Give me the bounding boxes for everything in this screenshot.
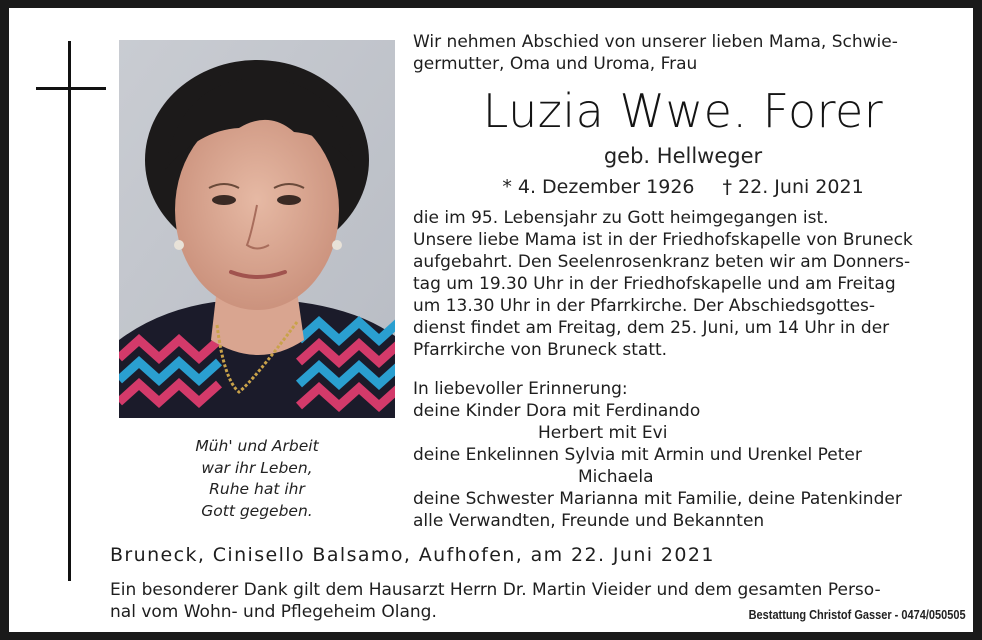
portrait-photo [119, 40, 395, 418]
death-date: † 22. Juni 2021 [722, 176, 864, 198]
body-line: die im 95. Lebensjahr zu Gott heimgegangen ist. [413, 208, 829, 228]
relatives-heading: In liebevoller Erinnerung: [413, 379, 628, 399]
body-line: dienst findet am Freitag, dem 25. Juni, um 14 Uhr in der [413, 318, 890, 338]
relatives-grandchildren: deine Enkelinnen Sylvia mit Armin und Urenkel Peter [413, 445, 862, 465]
birth-name: geb. Hellweger [603, 144, 763, 168]
motto-line: Müh' und Arbeit [195, 437, 319, 455]
body-line: um 13.30 Uhr in der Pfarrkirche. Der Abschiedsgottes- [413, 296, 876, 316]
birth-date: * 4. Dezember 1926 [502, 176, 695, 198]
place-and-date: Bruneck, Cinisello Balsamo, Aufhofen, am 22. Juni 2021 [110, 544, 715, 566]
cross-icon-bar [36, 87, 106, 90]
portrait-illustration [119, 40, 395, 418]
relatives-sister: deine Schwester Marianna mit Familie, deine Patenkinder [413, 489, 902, 509]
motto-line: Gott gegeben. [201, 501, 313, 520]
body-line: aufgebahrt. Den Seelenrosenkranz beten wir am Donners- [413, 252, 911, 272]
announcement-body [413, 207, 955, 361]
relatives-children-cont: Herbert mit Evi [538, 423, 668, 443]
thanks-line: Ein besonderer Dank gilt dem Hausarzt Herrn Dr. Martin Vieider und dem gesamten Perso- [110, 580, 881, 600]
body-line: Unsere liebe Mama ist in der Friedhofskapelle von Bruneck [413, 230, 913, 250]
intro-line: Wir nehmen Abschied von unserer lieben Mama, Schwie- [413, 32, 898, 52]
motto-verse [159, 436, 355, 522]
thanks-line: nal vom Wohn- und Pflegeheim Olang. [110, 602, 437, 622]
deceased-name: Luzia Wwe. Forer [482, 84, 884, 138]
life-dates [413, 174, 953, 200]
body-line: tag um 19.30 Uhr in der Friedhofskapelle und am Freitag [413, 274, 896, 294]
undertaker-credit: Bestattung Christof Gasser - 0474/050505 [748, 608, 966, 622]
intro-text [413, 31, 953, 75]
motto-line: war ihr Leben, [201, 458, 313, 477]
relatives-children: deine Kinder Dora mit Ferdinando [413, 401, 701, 421]
intro-line: germutter, Oma und Uroma, Frau [413, 54, 698, 74]
relatives-others: alle Verwandten, Freunde und Bekannten [413, 511, 765, 531]
body-line: Pfarrkirche von Bruneck statt. [413, 340, 668, 360]
relatives-list [413, 378, 955, 532]
relatives-grandchildren-cont: Michaela [578, 467, 654, 487]
cross-icon [68, 41, 71, 581]
motto-line: Ruhe hat ihr [209, 480, 305, 498]
